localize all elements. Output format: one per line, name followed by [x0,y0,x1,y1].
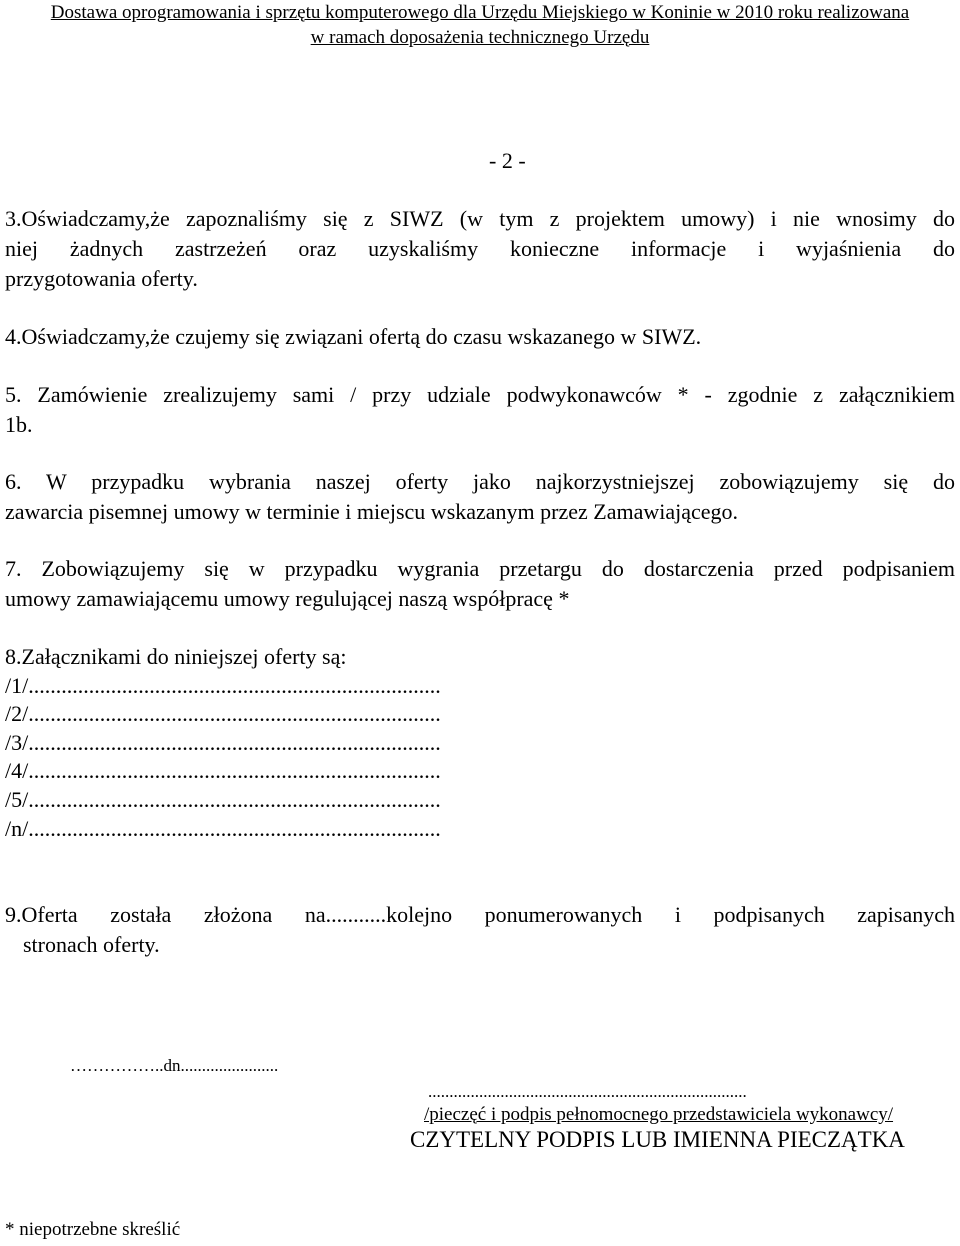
paragraph-3-line-3: przygotowania oferty. [5,266,198,291]
signature-note: CZYTELNY PODPIS LUB IMIENNA PIECZĄTKA [410,1127,905,1152]
page-header [0,0,960,50]
footnote: * niepotrzebne skreślić [5,1219,181,1240]
paragraph-7-line-2: umowy zamawiającemu umowy regulującej naszą współpracę * [5,586,570,611]
attachment-item: /1/........................................................................... [5,672,441,698]
attachment-item: /3/........................................................................... [5,729,441,755]
paragraph-7 [5,554,955,614]
attachment-item: /2/........................................................................... [5,701,441,727]
paragraph-5-line-1: 5. Zamówienie zrealizujemy sami / przy udziale podwykonawców * - zgodnie z załącznikiem [5,382,955,407]
attachment-item: /5/........................................................................... [5,786,441,812]
attachment-item: /4/........................................................................... [5,758,441,784]
paragraph-9-line-1: 9.Oferta została złożona na...........kolejno ponumerowanych i podpisanych zapisanych [5,902,955,927]
signature-line: ........................................................................... [428,1082,747,1101]
paragraph-6-line-2: zawarcia pisemnej umowy w terminie i miejscu wskazanym przez Zamawiającego. [5,499,739,524]
paragraph-9-line-2: stronach oferty. [23,932,160,957]
paragraph-3 [5,204,955,294]
place-date-field: ……………..dn....................... [70,1056,279,1075]
header-line-1: Dostawa oprogramowania i sprzętu komputerowego dla Urzędu Miejskiego w Koninie w 2010 roku realizowana [50,2,910,23]
paragraph-4 [5,322,955,352]
paragraph-9 [5,900,955,960]
attachments-heading: 8.Załącznikami do niniejszej oferty są: [5,644,347,669]
page-number: - 2 - [489,148,526,173]
attachments-list [5,643,441,843]
paragraph-5 [5,380,955,440]
paragraph-3-line-1: 3.Oświadczamy,że zapoznaliśmy się z SIWZ (w tym z projektem umowy) i nie wnosimy do [5,206,955,231]
paragraph-7-line-1: 7. Zobowiązujemy się w przypadku wygrania przetargu do dostarczenia przed podpisaniem [5,556,955,581]
paragraph-5-line-2: 1b. [5,412,33,437]
signature-caption: /pieczęć i podpis pełnomocnego przedstawiciela wykonawcy/ [424,1104,894,1125]
paragraph-6 [5,467,955,527]
paragraph-3-line-2: niej żadnych zastrzeżeń oraz uzyskaliśmy konieczne informacje i wyjaśnienia do [5,236,955,261]
attachment-item: /n/........................................................................... [5,815,441,841]
paragraph-4-text: 4.Oświadczamy,że czujemy się związani ofertą do czasu wskazanego w SIWZ. [5,324,702,349]
paragraph-6-line-1: 6. W przypadku wybrania naszej oferty jako najkorzystniejszej zobowiązujemy się do [5,469,955,494]
header-line-2: w ramach doposażenia technicznego Urzędu [310,27,650,48]
